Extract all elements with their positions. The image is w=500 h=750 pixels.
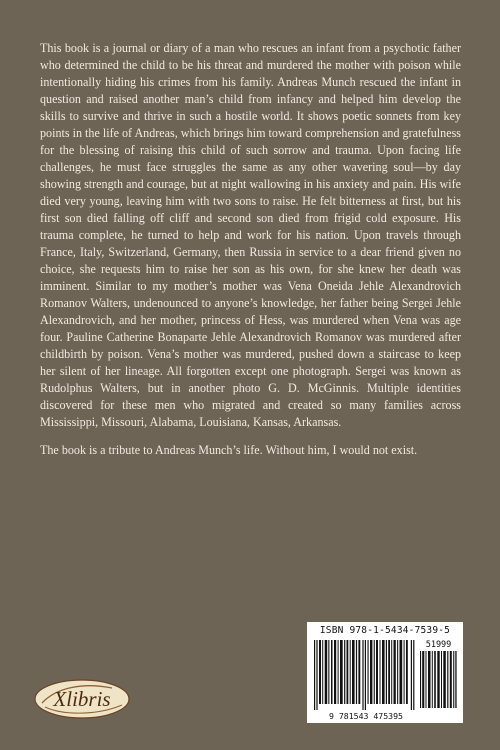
addon-barcode-graphic [420,651,457,708]
tribute-paragraph: The book is a tribute to Andreas Munch’s life. Without him, I would not exist. [40,443,418,457]
book-description-paragraph: This book is a journal or diary of a man who rescues an infant from a psychotic father who determined the child to be his threat and murdered the mother with poison while intentionally hiding his crimes from his family. Andreas Munch rescued the infant in question and raised another man’s child from infancy and helped him develop the skills to survive and thrive in such a hostile world. It shows poetic sonnets from key points in the life of Andreas, which brings him toward comprehension and gratefulness for the blessing of raising this child of such sorrow and trauma. Upon facing life challenges, he must face struggles the same as any other wavering soul—by day showing strength and courage, but at night wallowing in his anxiety and pain. His wife died very young, leaving him with two sons to raise. He felt bitterness at first, but his first son died falling off cliff and second son died from frigid cold exposure. His trauma complete, he turned to help and work for his nation. Upon travels through France, Italy, Switzerland, Germany, then Russia in service to a dear friend given no choice, she requests him to raise her son as his own, for she knew her death was imminent. Similar to my mother’s mother was Vena Oneida Jehle Alexandrovich Romanov Walters, undenounced to anyone’s knowledge, her father being Sergei Jehle Alexandrovich, and her mother, princess of Hess, was murdered when Vena was age four. Pauline Catherine Bonaparte Jehle Alexandrovich Romanov was murdered after childbirth by poison. Vena’s mother was murdered, pushed down a staircase to keep her silent of her lineage. All forgotten except one photograph. Sergei was known as Rudolphus Walters, but in another photo G. D. McGinnis. Multiple identities discovered for these men who migrated and created so many families across Mississippi, Missouri, Alabama, Louisiana, Kansas, Arkansas. [40,41,461,429]
publisher-name: Xlibris [53,687,111,711]
xlibris-logo [34,678,130,720]
isbn-barcode [307,622,463,723]
addon-barcode [420,640,457,710]
xlibris-logo-mark [34,678,130,720]
addon-barcode-bars [420,651,457,708]
ean-barcode-graphic [314,640,416,710]
blurb-text-block [40,40,461,459]
ean-barcode-bars [314,640,416,710]
isbn-label: ISBN 978-1-5434-7539-5 [319,625,451,636]
ean-digits: 9 781543 475395 [329,711,403,721]
addon-code: 51999 [425,640,452,650]
